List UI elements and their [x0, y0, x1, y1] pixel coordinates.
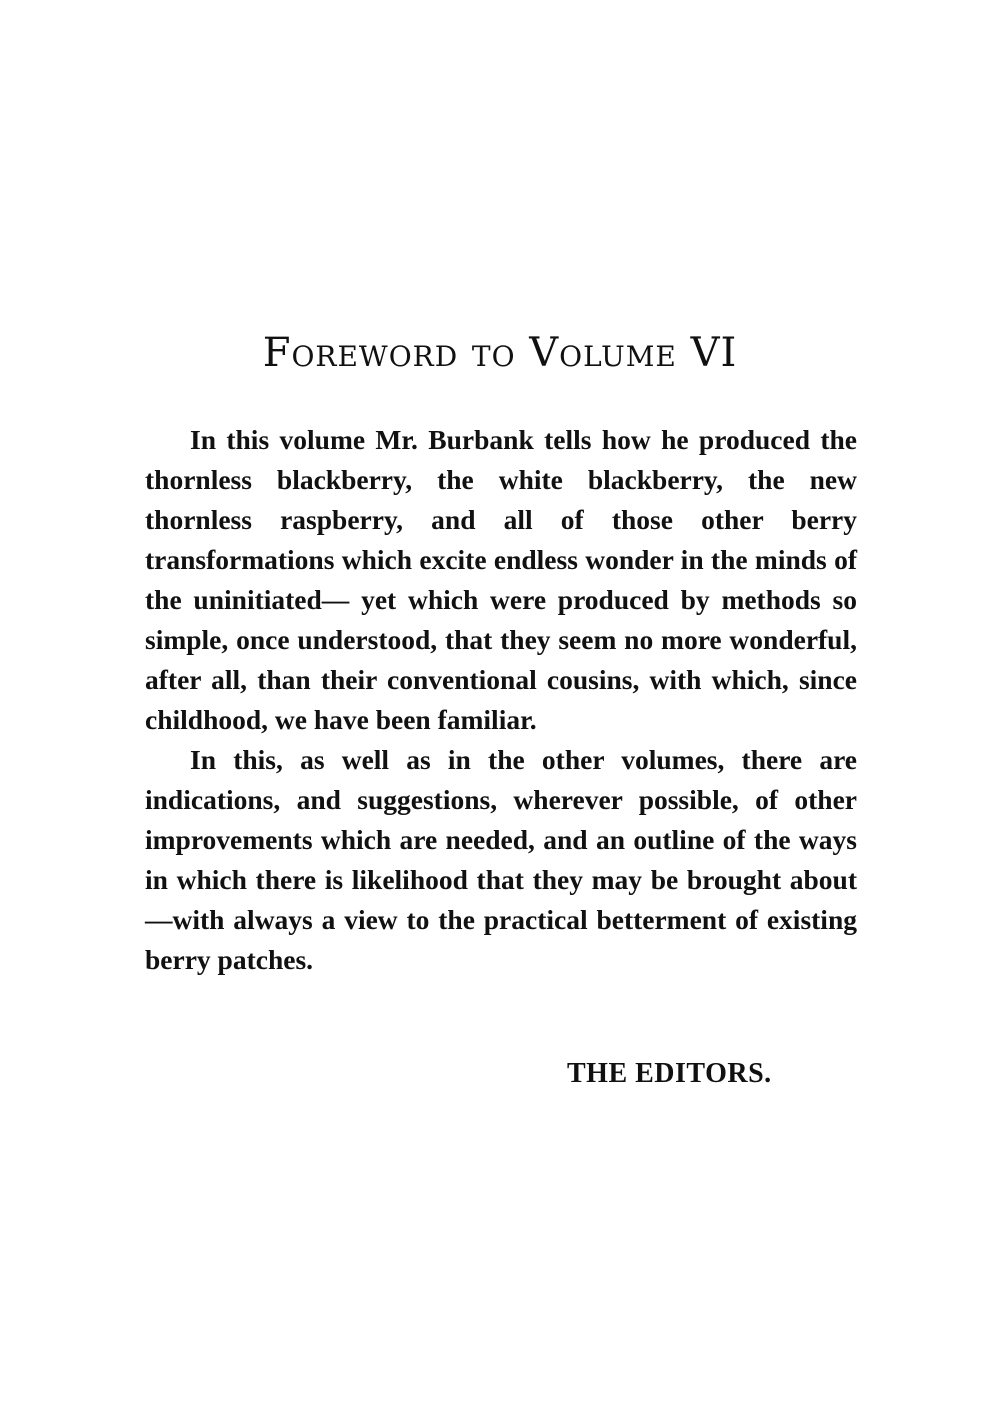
signature: THE EDITORS.: [567, 1058, 772, 1089]
paragraph-2: In this, as well as in the other volumes, there are indications, and suggestions, wherever possible, of other improvements which are needed, and an outline of the ways in which there is likelihood that they may be brought about—with always a view to the practical betterment of existing berry patches.: [145, 744, 857, 975]
paragraph-1: In this volume Mr. Burbank tells how he produced the thornless blackberry, the white blackberry, the new thornless raspberry, and all of those other berry transformations which excite endless wonder in the minds of the uninitiated— yet which were produced by methods so simple, once understood, that they seem no more wonderful, after all, than their conventional cousins, with which, since childhood, we have been familiar.: [145, 424, 857, 735]
foreword-body: [145, 420, 857, 980]
page-title: Foreword to Volume VI: [262, 330, 738, 376]
